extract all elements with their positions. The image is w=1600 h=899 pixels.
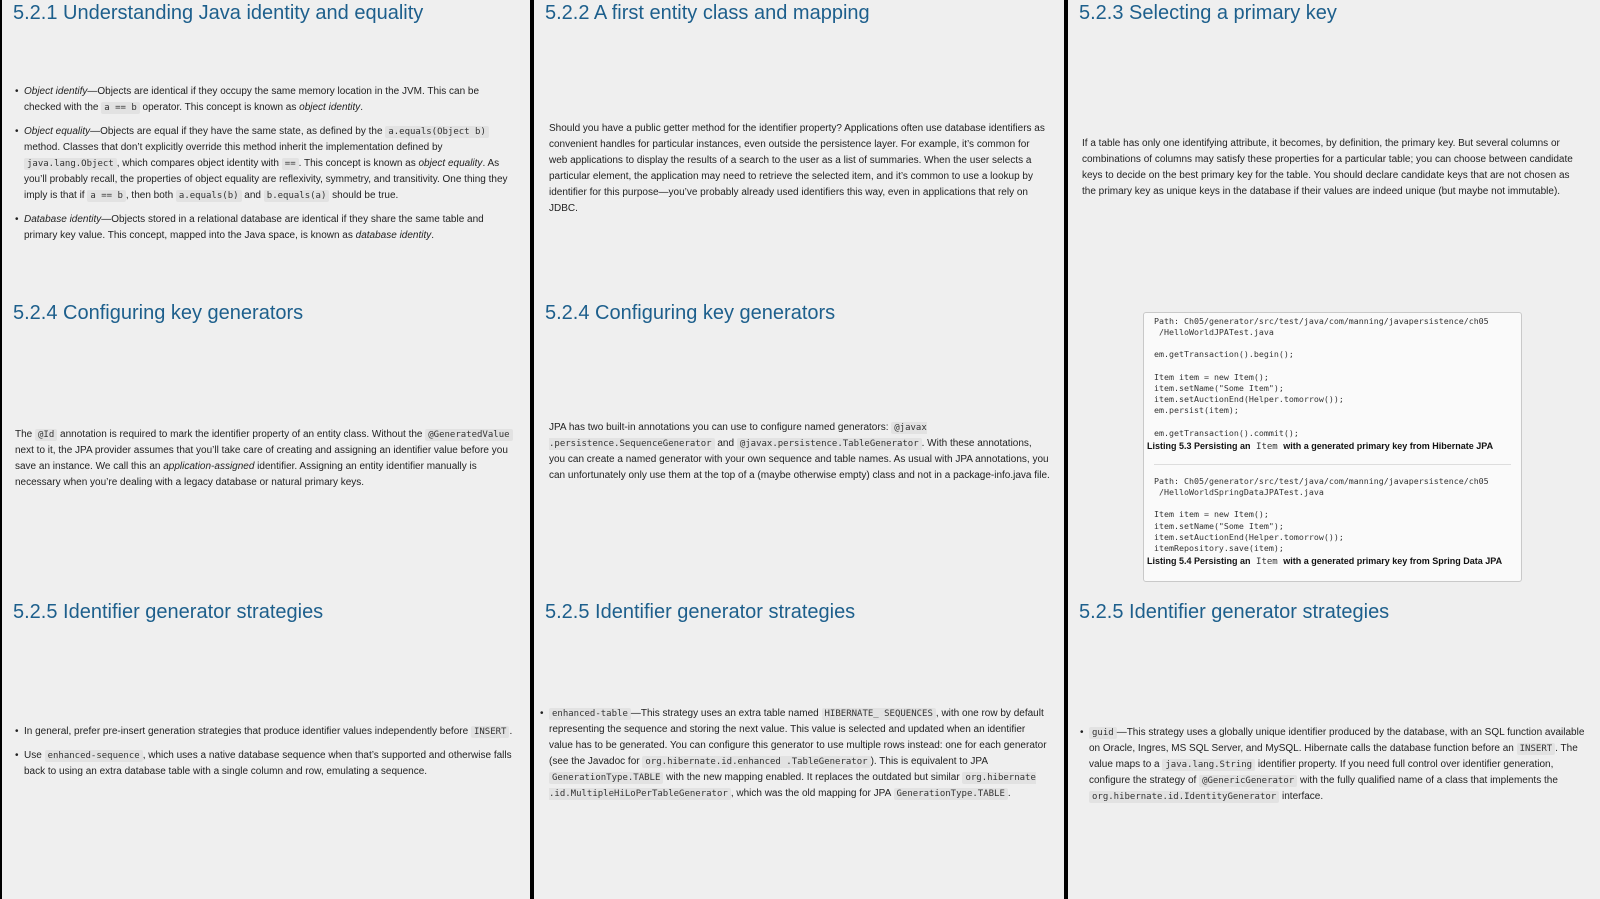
listing-path: Path: Ch05/generator/src/test/java/com/manning/javapersistence/ch05 — [1154, 476, 1489, 487]
inline-code: @javax .persistence.SequenceGenerator — [549, 423, 927, 449]
inline-code: == — [282, 158, 299, 170]
emphasis: Object identify — [24, 86, 88, 97]
text-run: In general, prefer pre-insert generation strategies that produce identifier values independently before — [24, 726, 471, 737]
text-run: —Objects stored in a relational database are identical if they share the same table and primary key value. This concept, mapped into the Java space, is known as — [24, 214, 484, 241]
list-item — [15, 212, 516, 244]
text-run: interface. — [1279, 791, 1324, 802]
caption-text: with a generated primary key from Hibernate JPA — [1280, 441, 1494, 452]
text-run: operator. This concept is known as — [139, 102, 300, 113]
text-run: with the new mapping enabled. It replaces the outdated but similar — [663, 772, 963, 783]
listing-caption — [1144, 556, 1521, 567]
list-item — [15, 84, 516, 116]
inline-code: java.lang.Object — [24, 158, 117, 170]
text-run: , with one row by default representing the sequence and storing the next value. This value is selected and updated when an identifier value has to be generated. You can configure this generator to use multiple rows instead: one for each generator (see the Javadoc for — [549, 708, 1047, 767]
emphasis: Database identity — [24, 214, 102, 225]
text-run: —Objects are identical if they occupy the same memory location in the JVM. This can be checked with the — [24, 86, 480, 113]
text-run: —This strategy uses an extra table named — [630, 708, 822, 719]
slide-title: 5.2.5 Identifier generator strategies — [545, 601, 856, 623]
text-run: . — [1007, 788, 1011, 799]
list-item — [540, 706, 1050, 802]
inline-code: enhanced-sequence — [45, 750, 143, 762]
inline-code: java.lang.String — [1162, 759, 1255, 771]
slide-paragraph — [549, 420, 1050, 484]
inline-code: INSERT — [471, 726, 510, 738]
text-run: . As you’ll probably recall, the properties of object equality are reflexivity, symmetry, and transitivity. One thing they imply is that if — [24, 158, 508, 201]
listing-path: /HelloWorldJPATest.java — [1154, 327, 1274, 338]
text-run: annotation is required to mark the identifier property of an entity class. Without the — [57, 429, 426, 440]
emphasis: Object equality — [24, 126, 91, 137]
text-run: , which was the old mapping for JPA — [730, 788, 894, 799]
slide-entity-class — [534, 0, 1064, 300]
listing-caption — [1144, 441, 1521, 452]
inline-code: a.equals(Object b) — [385, 126, 489, 138]
text-run: The — [15, 429, 36, 440]
slide-paragraph: If a table has only one identifying attribute, it becomes, by definition, the primary key. But several columns or combinations of columns may satisfy these properties for a particular table; you can choose between candidate keys to decide on the best primary key for the table. You should declare candidate keys that are not chosen as the primary key as unique keys in the database if their values are indeed unique (but maybe not immutable). — [1082, 138, 1573, 197]
slide-title: 5.2.4 Configuring key generators — [545, 302, 836, 324]
bullet-list — [540, 706, 1050, 810]
slide-key-generators-1 — [2, 300, 530, 599]
text-run: . — [431, 230, 435, 241]
text-run: , which uses a native database sequence when that’s supported and otherwise falls back to using an extra database table with a single column and row, emulating a sequence. — [24, 750, 512, 777]
emphasis: database identity — [355, 230, 432, 241]
emphasis: object identity — [299, 102, 361, 113]
text-run: —This strategy uses a globally unique identifier produced by the database, with an SQL function available on Oracle, Ingres, MS SQL Server, and MySQL. Hibernate calls the database function before an — [1089, 727, 1585, 754]
inline-code: HIBERNATE_ SEQUENCES — [822, 708, 936, 720]
slide-title: 5.2.3 Selecting a primary key — [1079, 2, 1337, 24]
inline-code: GenerationType.TABLE — [894, 788, 1008, 800]
bullet-list — [15, 84, 516, 252]
text-run: method. Classes that don’t explicitly override this method inherit the implementation defined by — [24, 142, 443, 153]
text-run: should be true. — [329, 190, 399, 201]
text-run: , which compares object identity with — [116, 158, 282, 169]
text-run: Use — [24, 750, 45, 761]
list-item — [15, 748, 516, 780]
text-run: next to it, the JPA provider assumes that you’ll take care of creating and assigning an identifier value before you save an instance. We call this an — [15, 445, 508, 472]
slide-title: 5.2.2 A first entity class and mapping — [545, 2, 870, 24]
code-listings-panel — [1143, 312, 1522, 582]
column-3 — [1068, 0, 1600, 899]
listing-5-3 — [1144, 313, 1521, 452]
inline-code: a == b — [87, 190, 126, 202]
slide-paragraph — [15, 427, 516, 491]
inline-code: org.hibernate.id.enhanced .TableGenerator — [642, 756, 870, 768]
inline-code: @GeneratedValue — [425, 429, 512, 441]
text-run: . — [360, 102, 364, 113]
slide-generator-strategies-1 — [2, 599, 530, 899]
caption-text: with a generated primary key from Spring Data JPA — [1280, 556, 1503, 567]
emphasis: object equality — [418, 158, 483, 169]
divider — [1154, 464, 1511, 465]
bullet-list — [15, 724, 516, 788]
inline-code: a.equals(b) — [176, 190, 242, 202]
column-1 — [2, 0, 530, 899]
code-block: em.getTransaction().begin(); Item item = new Item(); item.setName("Some Item"); item.setAuctionEnd(Helper.tomorrow()); em.persist(item); em.getTransaction().commit(); — [1154, 349, 1344, 438]
inline-code: org.hibernate .id.MultipleHiLoPerTableGenerator — [549, 773, 1036, 799]
listing-5-4 — [1144, 476, 1521, 567]
emphasis: application-assigned — [163, 461, 255, 472]
slide-title: 5.2.5 Identifier generator strategies — [1079, 601, 1390, 623]
text-run: —Objects are equal if they have the same state, as defined by the — [90, 126, 386, 137]
inline-code: enhanced-table — [549, 708, 631, 720]
inline-code: a == b — [101, 102, 140, 114]
text-run: and — [241, 190, 264, 201]
text-run: identifier. Assigning an entity identifier manually is necessary when you’re dealing with a legacy database or natural primary keys. — [15, 461, 477, 488]
text-run: . With these annotations, you can create a named generator with your own sequence and table names. As usual with JPA annotations, you can unfortunately only use them at the top of a (maybe otherwise empty) class and not in a package-info.java file. — [549, 438, 1050, 481]
text-run: ). This is equivalent to JPA — [870, 756, 988, 767]
slide-title: 5.2.4 Configuring key generators — [13, 302, 304, 324]
inline-code: @javax.persistence.TableGenerator — [737, 438, 922, 450]
slide-title: 5.2.1 Understanding Java identity and equality — [13, 2, 424, 24]
slide-paragraph: Should you have a public getter method for the identifier property? Applications often use database identifiers as convenient handles for particular instances, even outside the persistence layer. For example, it’s common for web applications to display the results of a search to the user as a list of summaries. When the user selects a particular element, the application may need to retrieve the selected item, and it’s common to use a lookup by identifier for this purpose—you’ve probably already used identifiers this way, even in applications that rely on JDBC. — [549, 123, 1045, 214]
inline-code: org.hibernate.id.IdentityGenerator — [1089, 791, 1279, 803]
text-run: JPA has two built-in annotations you can use to configure named generators: — [549, 422, 892, 433]
code-block: Item item = new Item(); item.setName("Some Item"); item.setAuctionEnd(Helper.tomorrow()); itemRepository.save(item); — [1154, 509, 1344, 554]
text-run: identifier property. If you need full control over identifier generation, configure the strategy of — [1089, 759, 1554, 786]
text-run: with the fully qualified name of a class that implements the — [1297, 775, 1558, 786]
inline-code: GenerationType.TABLE — [549, 772, 663, 784]
inline-code: @Id — [35, 429, 57, 441]
caption-code: Item — [1256, 442, 1278, 453]
list-item — [1080, 725, 1586, 805]
listing-path: Path: Ch05/generator/src/test/java/com/manning/javapersistence/ch05 — [1154, 316, 1489, 326]
caption-text: Listing 5.4 Persisting an — [1147, 556, 1254, 567]
text-run: . — [509, 726, 513, 737]
caption-code: Item — [1256, 557, 1278, 568]
slide-java-identity — [2, 0, 530, 300]
listing-path: /HelloWorldSpringDataJPATest.java — [1154, 487, 1324, 498]
text-run: . The value maps to a — [1089, 743, 1578, 770]
text-run: , then both — [125, 190, 176, 201]
caption-text: Listing 5.3 Persisting an — [1147, 441, 1254, 452]
column-2 — [534, 0, 1064, 899]
inline-code: guid — [1089, 727, 1117, 739]
inline-code: @GenericGenerator — [1199, 775, 1297, 787]
list-item — [15, 124, 516, 204]
slide-generator-strategies-3 — [1068, 599, 1600, 899]
text-run: . This concept is known as — [298, 158, 419, 169]
slide-title: 5.2.5 Identifier generator strategies — [13, 601, 324, 623]
slide-code-listings — [1068, 300, 1600, 599]
text-run: and — [714, 438, 737, 449]
inline-code: b.equals(a) — [264, 190, 330, 202]
slide-generator-strategies-2 — [534, 599, 1064, 899]
inline-code: INSERT — [1517, 743, 1556, 755]
bullet-list — [1080, 725, 1586, 813]
slide-primary-key — [1068, 0, 1600, 300]
slide-key-generators-2 — [534, 300, 1064, 599]
list-item — [15, 724, 516, 740]
